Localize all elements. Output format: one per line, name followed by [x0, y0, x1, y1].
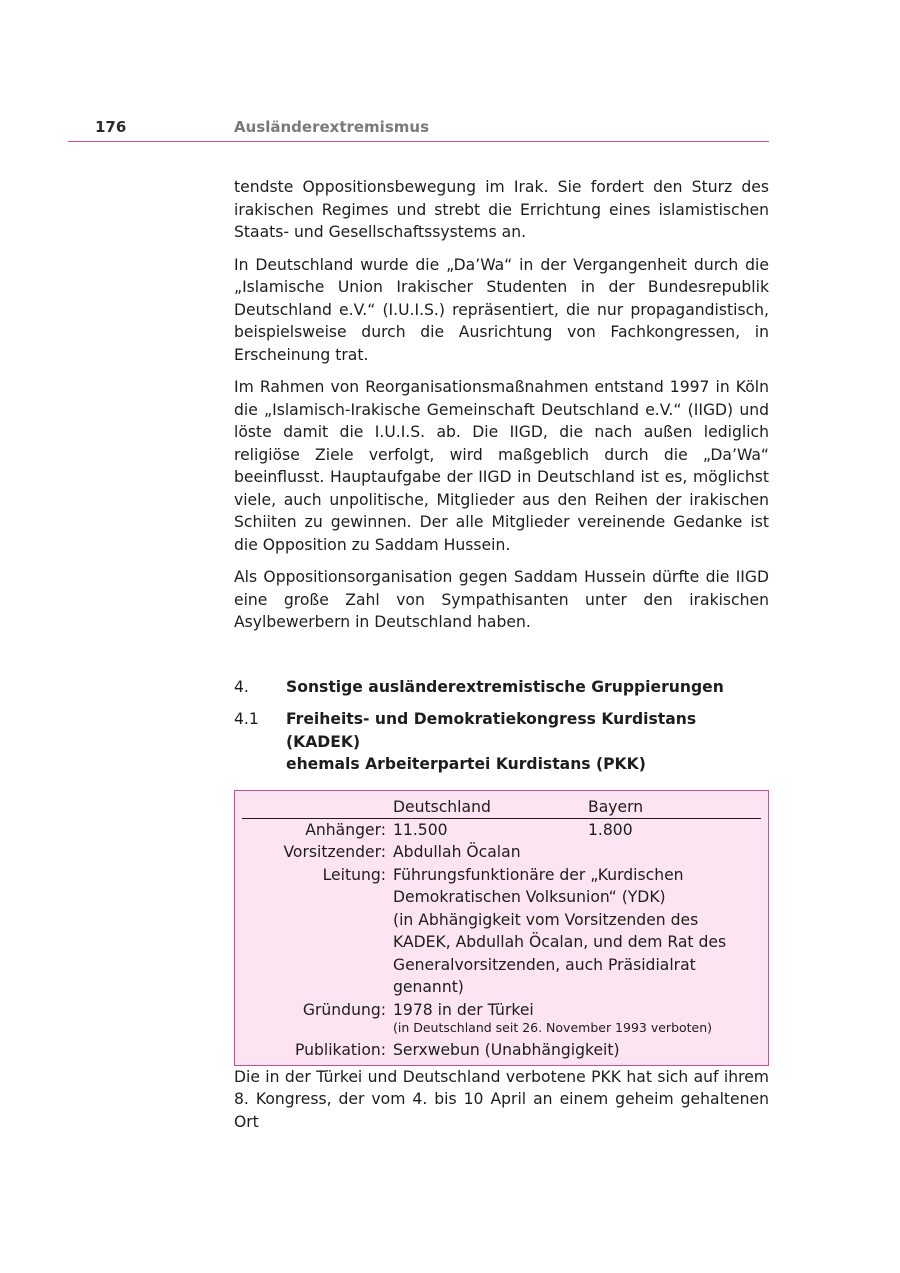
info-box — [234, 790, 769, 1066]
section-4-number: 4. — [234, 677, 249, 696]
gruendung-value-wrap — [393, 999, 761, 1040]
anhaenger-deutschland: 11.500 — [393, 820, 448, 839]
leitung-line-1: Führungsfunktionäre der „Kurdischen — [393, 865, 684, 884]
header-rule — [68, 141, 769, 142]
info-box-header — [242, 796, 761, 819]
paragraph-3: Im Rahmen von Reorganisationsmaßnahmen entstand 1997 in Köln die „Islamisch-Irakische Gemeinschaft Deutschland e.V.“ (IIGD) und löste damit die I.U.I.S. ab. Die IIGD, die nach außen lediglich religiöse Ziele verfolgt, wird maßgeblich durch die „Da’Wa“ beeinflusst. Hauptaufgabe der IIGD in Deutschland ist es, möglichst viele, auch unpolitische, Mitglieder aus den Reihen der irakischen Schiiten zu gewinnen. Der alle Mitglieder vereinende Gedanke ist die Opposition zu Saddam Hussein. — [234, 378, 769, 554]
gruendung-value: 1978 in der Türkei — [393, 1000, 534, 1019]
column-deutschland: Deutschland — [393, 797, 491, 816]
leitung-line-3: (in Abhängigkeit vom Vorsitzenden des — [393, 910, 699, 929]
anhaenger-label: Anhänger: — [305, 820, 386, 839]
section-4-heading — [234, 676, 769, 699]
vorsitzender-value: Abdullah Öcalan — [393, 843, 521, 861]
section-4-1-title-line1: Freiheits- und Demokratiekongress Kurdistans (KADEK) — [286, 710, 697, 751]
section-4-1-title — [286, 708, 769, 776]
gruendung-label: Gründung: — [302, 1000, 386, 1019]
section-4-1-number: 4.1 — [234, 710, 259, 728]
row-anhaenger — [242, 819, 761, 842]
section-4-title: Sonstige ausländerextremistische Gruppierungen — [286, 677, 724, 696]
closing-paragraph: Die in der Türkei und Deutschland verbotene PKK hat sich auf ihrem 8. Kongress, der vom 4. bis 10 April an einem geheim gehaltenen Ort — [234, 1067, 769, 1131]
paragraph-4: Als Oppositionsorganisation gegen Saddam Hussein dürfte die IIGD eine große Zahl von Sympathisanten unter den irakischen Asylbewerbern in Deutschland haben. — [234, 568, 769, 631]
paragraph-2: In Deutschland wurde die „Da’Wa“ in der Vergangenheit durch die „Islamische Union Irakischer Studenten in der Bundesrepublik Deutschland e.V.“ (I.U.I.S.) repräsentiert, die nur propagandistisch, beispielsweise durch die Ausrichtung von Fachkongressen, in Erscheinung trat. — [234, 255, 769, 364]
publikation-label: Publikation: — [294, 1041, 386, 1059]
row-gruendung — [242, 999, 761, 1040]
section-4-1-heading — [234, 708, 769, 776]
vorsitzender-label: Vorsitzender: — [283, 843, 386, 861]
column-bayern: Bayern — [588, 797, 644, 816]
publikation-value: Serxwebun (Unabhängigkeit) — [393, 1041, 620, 1059]
page-number: 176 — [95, 118, 127, 136]
leitung-line-2: Demokratischen Volksunion“ (YDK) — [393, 888, 666, 906]
leitung-line-4: KADEK, Abdullah Öcalan, und dem Rat des — [393, 933, 727, 951]
leitung-value — [393, 864, 761, 999]
row-leitung — [242, 864, 761, 999]
leitung-label: Leitung: — [322, 865, 386, 884]
leitung-line-5: Generalvorsitzenden, auch Präsidialrat genannt) — [393, 955, 696, 996]
anhaenger-bayern: 1.800 — [588, 820, 633, 839]
gruendung-note: (in Deutschland seit 26. November 1993 verboten) — [393, 1020, 713, 1035]
row-publikation — [242, 1039, 761, 1062]
running-title: Ausländerextremismus — [234, 118, 429, 136]
paragraph-1: tendste Oppositionsbewegung im Irak. Sie fordert den Sturz des irakischen Regimes und strebt die Errichtung eines islamistischen Staats- und Gesellschaftssystems an. — [234, 178, 769, 241]
section-4-1-title-line2: ehemals Arbeiterpartei Kurdistans (PKK) — [286, 755, 646, 773]
main-content — [234, 176, 769, 1143]
row-vorsitzender — [242, 841, 761, 864]
